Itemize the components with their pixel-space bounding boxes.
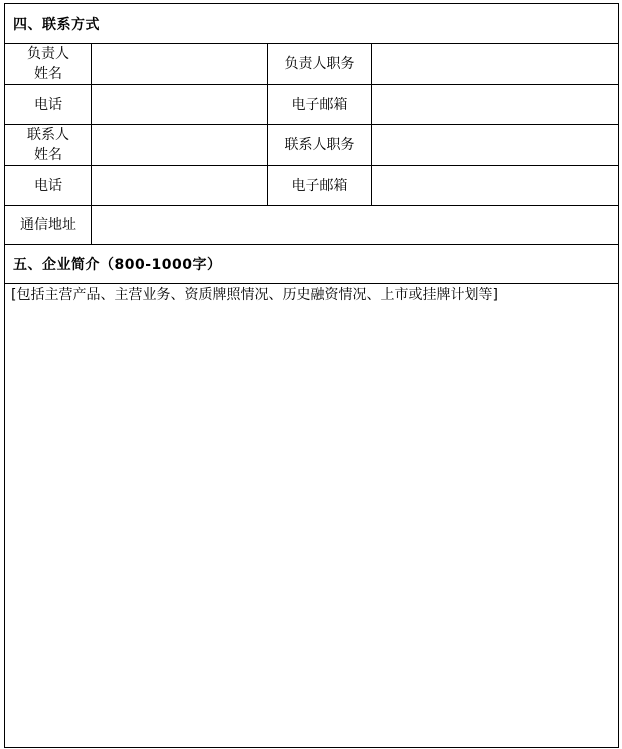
- company-intro-row: [5, 284, 619, 748]
- leader-phone-row: [5, 85, 619, 125]
- section5-title: 五、企业简介（800-1000字）: [5, 245, 619, 284]
- contact-phone-row: [5, 166, 619, 206]
- leader-phone-field[interactable]: [92, 85, 268, 125]
- contact-info-form: [4, 3, 619, 748]
- leader-name-label-line1: 负责人: [27, 46, 69, 62]
- contact-phone-label: 电话: [5, 166, 92, 206]
- contact-email-field[interactable]: [372, 166, 619, 206]
- leader-title-label: 负责人职务: [268, 44, 372, 85]
- contact-row: [5, 125, 619, 166]
- leader-name-label-line2: 姓名: [34, 66, 62, 82]
- leader-email-label: 电子邮箱: [268, 85, 372, 125]
- company-intro-field[interactable]: [5, 284, 619, 748]
- leader-email-field[interactable]: [372, 85, 619, 125]
- section5-header-row: [5, 245, 619, 284]
- address-field[interactable]: [92, 206, 619, 245]
- contact-title-field[interactable]: [372, 125, 619, 166]
- contact-name-label-line1: 联系人: [27, 127, 69, 143]
- contact-name-field[interactable]: [92, 125, 268, 166]
- leader-title-field[interactable]: [372, 44, 619, 85]
- address-label: 通信地址: [5, 206, 92, 245]
- contact-phone-field[interactable]: [92, 166, 268, 206]
- leader-name-field[interactable]: [92, 44, 268, 85]
- section4-title: 四、联系方式: [5, 4, 619, 44]
- contact-email-label: 电子邮箱: [268, 166, 372, 206]
- address-row: [5, 206, 619, 245]
- contact-name-label-line2: 姓名: [34, 147, 62, 163]
- section4-header-row: [5, 4, 619, 44]
- contact-name-label: [5, 125, 92, 166]
- contact-title-label: 联系人职务: [268, 125, 372, 166]
- leader-row: [5, 44, 619, 85]
- leader-phone-label: 电话: [5, 85, 92, 125]
- company-intro-hint: [包括主营产品、主营业务、资质牌照情况、历史融资情况、上市或挂牌计划等]: [11, 287, 498, 303]
- leader-name-label: [5, 44, 92, 85]
